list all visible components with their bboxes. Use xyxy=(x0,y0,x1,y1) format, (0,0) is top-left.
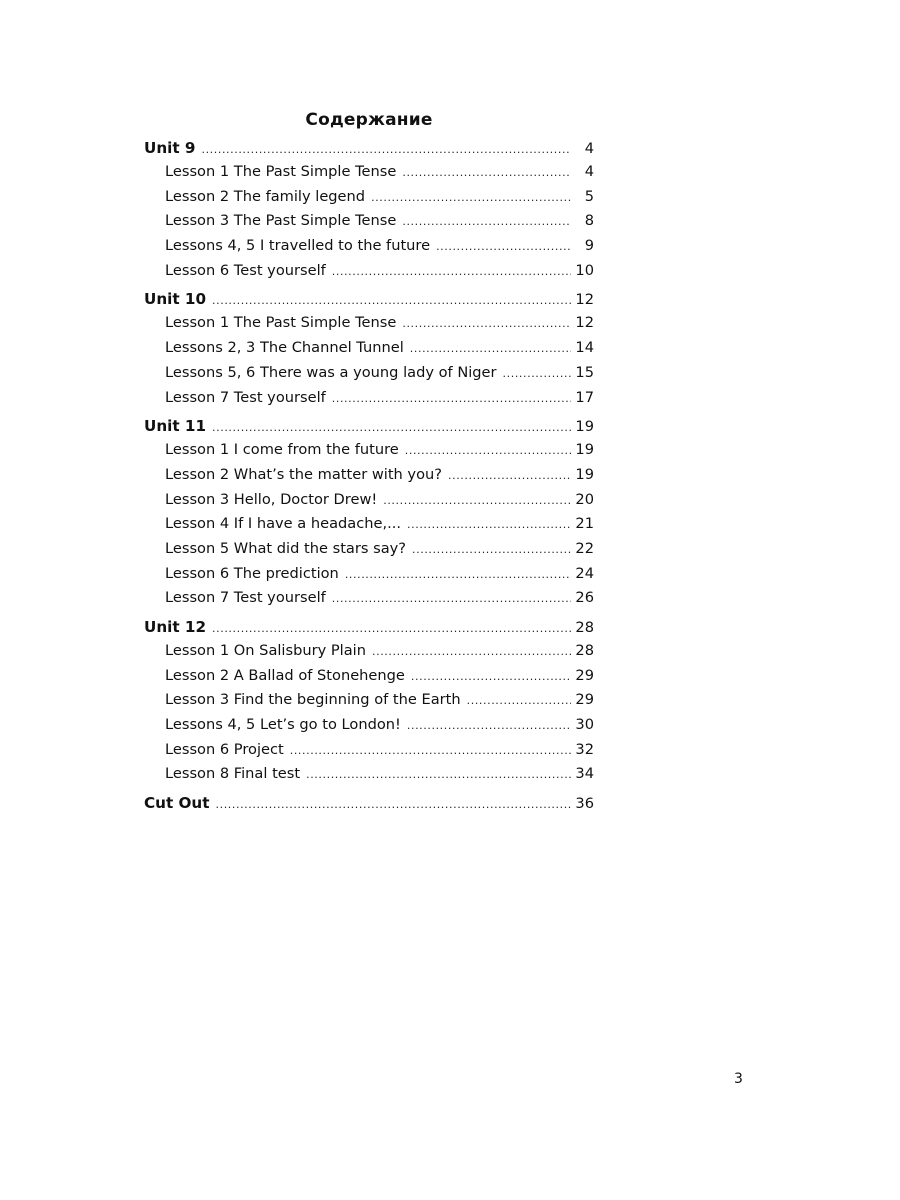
dot-leader xyxy=(407,714,571,739)
dot-leader xyxy=(503,362,571,387)
toc-lesson-entry xyxy=(144,209,594,234)
lesson-page-number: 8 xyxy=(584,212,594,230)
toc-lesson-entry xyxy=(144,512,594,537)
toc-lesson-entry xyxy=(144,738,594,763)
lesson-label: Lesson 3 The Past Simple Tense xyxy=(165,212,397,230)
toc-lesson-entry xyxy=(144,586,594,611)
dot-leader xyxy=(412,538,571,563)
dot-leader xyxy=(410,337,571,362)
lesson-page-number: 29 xyxy=(575,691,594,709)
lesson-page-number: 5 xyxy=(584,187,594,205)
lesson-page-number: 17 xyxy=(575,388,594,406)
lesson-page-number: 19 xyxy=(575,465,594,483)
lesson-label: Lesson 7 Test yourself xyxy=(165,388,326,406)
lesson-label: Lessons 4, 5 Let’s go to London! xyxy=(165,716,401,734)
lesson-page-number: 4 xyxy=(584,163,594,180)
lesson-label: Lesson 3 Hello, Doctor Drew! xyxy=(165,490,378,508)
lesson-page-number: 26 xyxy=(575,589,594,607)
toc-unit-block xyxy=(144,414,594,611)
toc-unit-entry xyxy=(144,414,594,438)
dot-leader xyxy=(201,138,571,162)
lesson-label: Lesson 2 A Ballad of Stonehenge xyxy=(165,666,405,684)
page-number: 3 xyxy=(734,1071,743,1087)
lesson-page-number: 19 xyxy=(575,441,594,459)
lesson-label: Lesson 6 Project xyxy=(165,740,284,758)
lesson-label: Lesson 3 Find the beginning of the Earth xyxy=(165,691,461,709)
toc-lesson-entry xyxy=(144,185,594,210)
dot-leader xyxy=(407,513,571,538)
dot-leader xyxy=(405,439,571,464)
lesson-label: Lesson 5 What did the stars say? xyxy=(165,539,407,557)
lesson-page-number: 10 xyxy=(575,261,594,279)
lesson-page-number: 24 xyxy=(575,564,594,582)
dot-leader xyxy=(467,689,571,714)
dot-leader xyxy=(332,387,571,412)
toc-unit-entry xyxy=(144,136,594,160)
unit-label: Cut Out xyxy=(144,794,210,813)
dot-leader xyxy=(402,210,571,235)
toc-unit-entry xyxy=(144,615,594,639)
lesson-label: Lesson 7 Test yourself xyxy=(165,589,326,607)
unit-page-number: 4 xyxy=(584,140,594,157)
toc-unit-entry xyxy=(144,287,594,311)
toc-lesson-entry xyxy=(144,311,594,336)
toc-lesson-entry xyxy=(144,537,594,562)
dot-leader xyxy=(411,665,571,690)
toc-unit-entry xyxy=(144,791,594,815)
toc-unit-block xyxy=(144,791,594,815)
dot-leader xyxy=(402,161,571,186)
dot-leader xyxy=(306,763,571,788)
toc-lesson-entry xyxy=(144,438,594,463)
toc-lesson-entry xyxy=(144,713,594,738)
unit-page-number: 36 xyxy=(575,795,594,813)
toc-unit-block xyxy=(144,287,594,410)
dot-leader xyxy=(372,640,571,665)
dot-leader xyxy=(212,617,571,641)
lesson-page-number: 22 xyxy=(575,539,594,557)
lesson-label: Lesson 2 The family legend xyxy=(165,187,366,205)
lesson-label: Lesson 6 Test yourself xyxy=(165,261,326,279)
lesson-label: Lesson 1 The Past Simple Tense xyxy=(165,314,397,332)
dot-leader xyxy=(383,489,571,514)
toc-lesson-entry xyxy=(144,336,594,361)
lesson-label: Lesson 4 If I have a headache,... xyxy=(165,515,402,533)
lesson-label: Lesson 1 The Past Simple Tense xyxy=(165,163,397,180)
dot-leader xyxy=(290,739,571,764)
unit-page-number: 12 xyxy=(575,291,594,309)
lesson-label: Lessons 5, 6 There was a young lady of Niger xyxy=(165,363,497,381)
unit-label: Unit 11 xyxy=(144,417,207,436)
lesson-label: Lesson 1 On Salisbury Plain xyxy=(165,642,366,659)
toc-title: Содержание xyxy=(305,110,433,130)
toc-lesson-entry xyxy=(144,386,594,411)
table-of-contents xyxy=(144,108,594,815)
lesson-label: Lessons 2, 3 The Channel Tunnel xyxy=(165,339,404,357)
unit-label: Unit 9 xyxy=(144,139,196,157)
unit-label: Unit 12 xyxy=(144,618,207,636)
toc-lesson-entry xyxy=(144,160,594,185)
dot-leader xyxy=(371,186,571,211)
dot-leader xyxy=(212,289,571,313)
dot-leader xyxy=(212,416,571,440)
lesson-page-number: 21 xyxy=(575,515,594,533)
dot-leader xyxy=(448,464,571,489)
lesson-page-number: 30 xyxy=(575,716,594,734)
lesson-page-number: 12 xyxy=(575,314,594,332)
unit-page-number: 28 xyxy=(575,619,594,636)
toc-list xyxy=(144,136,594,815)
lesson-page-number: 34 xyxy=(575,765,594,783)
lesson-label: Lesson 1 I come from the future xyxy=(165,441,399,459)
lesson-page-number: 28 xyxy=(575,642,594,659)
toc-lesson-entry xyxy=(144,562,594,587)
dot-leader xyxy=(436,235,571,260)
dot-leader xyxy=(345,563,571,588)
lesson-page-number: 9 xyxy=(584,237,594,255)
lesson-page-number: 20 xyxy=(575,490,594,508)
lesson-label: Lesson 6 The prediction xyxy=(165,564,339,582)
toc-lesson-entry xyxy=(144,762,594,787)
lesson-label: Lesson 2 What’s the matter with you? xyxy=(165,465,442,483)
toc-lesson-entry xyxy=(144,234,594,259)
dot-leader xyxy=(332,587,571,612)
dot-leader xyxy=(402,312,571,337)
unit-page-number: 19 xyxy=(575,418,594,436)
toc-lesson-entry xyxy=(144,639,594,664)
lesson-page-number: 15 xyxy=(575,363,594,381)
lesson-label: Lesson 8 Final test xyxy=(165,765,301,783)
lesson-page-number: 29 xyxy=(575,666,594,684)
toc-lesson-entry xyxy=(144,664,594,689)
lesson-page-number: 14 xyxy=(575,339,594,357)
unit-label: Unit 10 xyxy=(144,290,207,309)
toc-unit-block xyxy=(144,615,594,787)
toc-lesson-entry xyxy=(144,463,594,488)
toc-lesson-entry xyxy=(144,259,594,284)
toc-unit-block xyxy=(144,136,594,283)
toc-lesson-entry xyxy=(144,361,594,386)
toc-lesson-entry xyxy=(144,488,594,513)
lesson-label: Lessons 4, 5 I travelled to the future xyxy=(165,237,431,255)
lesson-page-number: 32 xyxy=(575,740,594,758)
dot-leader xyxy=(216,793,572,817)
dot-leader xyxy=(332,260,571,285)
toc-lesson-entry xyxy=(144,688,594,713)
